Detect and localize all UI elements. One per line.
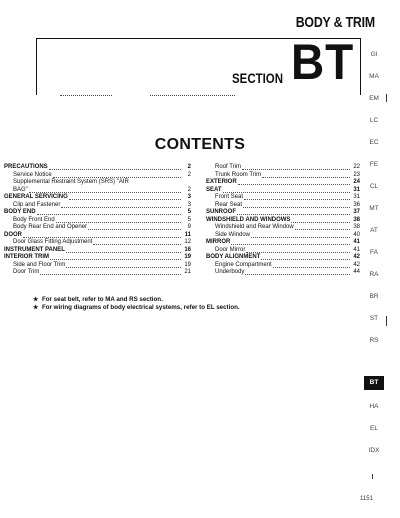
toc-entry[interactable] [206,239,360,247]
divider-dots-left [60,95,112,96]
tab-ec[interactable]: EC [369,139,379,146]
toc-entry-text: Supplemental Restraint System (SRS) "AIR [13,179,129,185]
toc-entry-page: 37 [353,209,360,215]
toc-entry[interactable] [4,232,191,240]
divider-dots-middle [150,95,235,96]
toc-entry[interactable] [4,247,191,255]
toc-entry-page: 42 [353,254,360,260]
section-code: BT [291,34,355,90]
toc-left-column [4,164,191,277]
toc-leader [251,237,350,238]
toc-leader [237,214,350,215]
tab-fe[interactable]: FE [369,161,379,168]
toc-entry-text: Roof Trim [215,164,242,170]
page-number: 1151 [360,496,373,502]
contents-heading: CONTENTS [154,136,246,153]
toc-entry-text: INSTRUMENT PANEL [4,246,65,253]
toc-leader [61,207,181,208]
toc-entry[interactable] [4,172,191,180]
tab-idx[interactable]: IDX [368,447,380,454]
toc-entry-text: BODY END [4,209,36,215]
toc-entry-text: Front Seat [215,194,244,200]
toc-entry-page: 3 [187,194,191,200]
toc-entry-page: 5 [187,216,191,223]
star-icon: ★ [33,304,39,311]
toc-entry[interactable] [206,269,360,277]
toc-entry-text: Door Trim [13,269,40,275]
tab-st[interactable]: ST [369,315,379,322]
toc-leader [49,169,181,170]
toc-entry-text: Body Rear End and Opener [13,224,88,230]
toc-entry-page: 36 [353,201,360,208]
tab-at[interactable]: AT [370,227,378,234]
toc-entry-text: Side Window [215,231,251,238]
toc-entry-text: Windshield and Rear Window [215,224,294,230]
tab-ma[interactable]: MA [369,73,379,80]
tab-ha[interactable]: HA [369,403,379,410]
toc-leader [245,274,350,275]
toc-entry-text: SEAT [206,186,222,193]
toc-entry-page: 3 [187,201,191,208]
toc-entry[interactable] [206,254,360,262]
toc-leader [243,207,350,208]
toc-leader [238,184,350,185]
tab-gi[interactable]: GI [370,51,378,58]
toc-entry-text: Door Mirror [215,246,246,253]
toc-entry[interactable] [206,224,360,232]
toc-entry-page: 31 [353,186,360,193]
toc-entry-text: GENERAL SERVICING [4,194,68,200]
toc-entry-text: Door Glass Fitting Adjustment [13,239,93,245]
toc-entry-text: Service Notice [13,171,52,178]
toc-leader [231,244,350,245]
toc-entry-text: Clip and Fastener [13,201,61,208]
tab-lc[interactable]: LC [369,117,379,124]
edge-mark [386,94,387,102]
toc-entry[interactable] [206,247,360,255]
toc-leader [246,252,350,253]
toc-entry-text: PRECAUTIONS [4,164,48,170]
toc-entry-text: DOOR [4,231,22,238]
toc-leader [242,169,350,170]
toc-leader [223,192,350,193]
toc-entry[interactable] [206,187,360,195]
toc-entry[interactable] [4,224,191,232]
toc-entry-page: 42 [353,261,360,268]
toc-entry[interactable] [4,269,191,277]
toc-entry[interactable] [206,232,360,240]
toc-entry-text: MIRROR [206,239,231,245]
toc-entry-page: 41 [353,239,360,245]
toc-leader [88,229,181,230]
section-label: SECTION [232,70,284,86]
toc-entry[interactable] [4,239,191,247]
toc-leader [40,274,181,275]
star-icon: ★ [33,296,39,303]
note-text: For wiring diagrams of body electrical systems, refer to EL section. [42,304,240,311]
toc-entry[interactable] [4,202,191,210]
toc-entry[interactable] [4,187,191,195]
toc-entry[interactable] [4,194,191,202]
toc-entry-page: 22 [353,164,360,170]
toc-entry-page: 2 [187,186,191,193]
toc-entry[interactable] [206,179,360,187]
note-item [33,296,240,304]
toc-entry-page: 19 [184,261,191,268]
tab-rs[interactable]: RS [369,337,379,344]
toc-entry[interactable] [206,202,360,210]
tab-ra[interactable]: RA [369,271,379,278]
toc-entry-page: 2 [187,171,191,178]
toc-entry[interactable] [4,209,191,217]
toc-entry-text: BAG" [13,186,28,193]
toc-leader [291,222,350,223]
tab-bt[interactable]: BT [364,376,384,390]
toc-leader [37,214,181,215]
toc-entry[interactable] [206,262,360,270]
toc-leader [50,259,181,260]
toc-entry-page: 2 [187,164,191,170]
toc-entry-text: INTERIOR TRIM [4,254,49,260]
edge-mark [386,316,387,326]
tab-mt[interactable]: MT [369,205,379,212]
toc-leader [69,199,181,200]
toc-entry-page: 9 [187,224,191,230]
toc-entry-page: 38 [353,216,360,223]
toc-entry-page: 44 [353,269,360,275]
toc-leader [93,244,181,245]
toc-entry-text: Engine Compartment [215,261,272,268]
note-item [33,304,240,312]
toc-right-column [206,164,360,277]
toc-entry-page: 38 [353,224,360,230]
toc-entry[interactable] [4,164,191,172]
toc-leader [23,237,181,238]
toc-entry-page: 31 [353,194,360,200]
toc-entry[interactable] [4,217,191,225]
toc-leader [273,267,350,268]
toc-entry-page: 21 [184,269,191,275]
toc-entry-text: Rear Seat [215,201,243,208]
toc-entry-page: 40 [353,231,360,238]
toc-entry-page: 12 [184,239,191,245]
toc-entry-text: Body Front End [13,216,55,223]
toc-leader [29,192,181,193]
toc-entry-page: 5 [187,209,191,215]
toc-entry-text: Trunk Room Trim [215,171,262,178]
toc-entry[interactable] [206,209,360,217]
tab-br[interactable]: BR [369,293,379,300]
toc-entry-page: 16 [184,246,191,253]
notes [33,296,240,312]
toc-leader [53,177,181,178]
toc-entry-page: 23 [353,171,360,178]
toc-entry-text: Side and Floor Trim [13,261,66,268]
toc-entry-text: EXTERIOR [206,179,237,185]
toc-entry-text: WINDSHIELD AND WINDOWS [206,216,291,223]
edge-mark [372,474,373,479]
tab-fa[interactable]: FA [370,249,378,256]
toc-entry-text: SUNROOF [206,209,236,215]
toc-entry[interactable] [4,254,191,262]
toc-leader [261,259,350,260]
toc-entry-text: BODY ALIGNMENT [206,254,261,260]
toc-entry-text: Underbody [215,269,245,275]
toc-entry[interactable] [206,172,360,180]
tab-cl[interactable]: CL [369,183,379,190]
toc-leader [295,229,350,230]
toc-entry[interactable] [206,194,360,202]
toc-entry[interactable] [206,164,360,172]
toc-entry[interactable] [4,262,191,270]
toc-entry-page: 24 [353,179,360,185]
note-text: For seat belt, refer to MA and RS section. [42,296,163,303]
toc-leader [56,222,181,223]
header-title: BODY & TRIM [295,14,375,31]
tab-em[interactable]: EM [369,95,379,102]
toc-entry-page: 19 [184,254,191,260]
toc-leader [66,267,181,268]
tab-el[interactable]: EL [370,425,378,432]
toc-entry-page: 41 [353,246,360,253]
toc-entry-page: 11 [184,231,191,238]
toc-entry[interactable] [4,179,191,187]
toc-leader [66,252,181,253]
toc-leader [262,177,350,178]
toc-entry[interactable] [206,217,360,225]
toc-leader [244,199,350,200]
